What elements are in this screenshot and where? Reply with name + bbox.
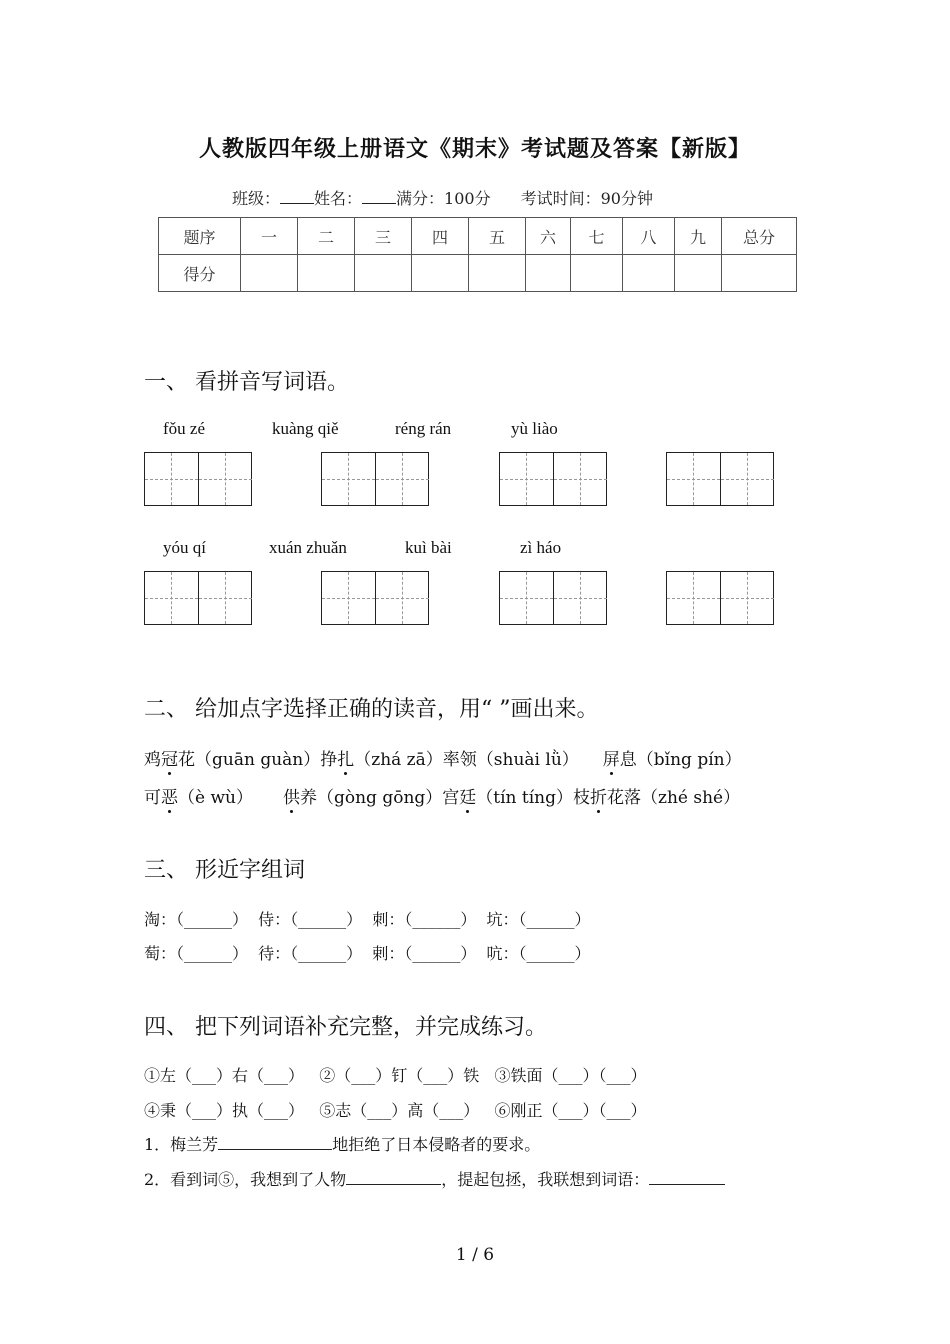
pinyin: yóu qí <box>163 538 206 557</box>
pinyin: zì háo <box>520 538 562 557</box>
header-cell: 九 <box>675 218 722 255</box>
page-number: 1 / 6 <box>455 1245 495 1265</box>
options[interactable]: （tín tíng） <box>476 788 574 808</box>
dotted-char: 冠 <box>161 750 178 770</box>
word: 挣 <box>320 750 338 770</box>
writing-grid[interactable] <box>666 571 774 625</box>
section2-heading: 二、 给加点字选择正确的读音，用“ ”画出来。 <box>144 697 599 722</box>
answer-blank[interactable] <box>218 1134 332 1150</box>
score-cell[interactable] <box>469 255 526 292</box>
question-2 <box>144 1167 725 1190</box>
reading-line-1 <box>144 745 742 770</box>
header-cell: 一 <box>241 218 298 255</box>
header-cell: 六 <box>526 218 571 255</box>
writing-grid[interactable] <box>321 571 429 625</box>
score-cell[interactable] <box>241 255 298 292</box>
writing-grid[interactable] <box>666 452 774 506</box>
options[interactable]: 养（gòng gōng） <box>299 788 443 808</box>
question-1-text: 1．梅兰芳 <box>144 1135 219 1154</box>
options[interactable]: 率领（shuài lǜ） <box>442 750 579 770</box>
header-cell: 五 <box>469 218 526 255</box>
answer-blank[interactable] <box>346 1169 441 1185</box>
score-cell[interactable] <box>722 255 797 292</box>
dotted-char: 廷 <box>459 788 477 808</box>
name-blank[interactable] <box>362 189 396 204</box>
exam-time: 考试时间：90分钟 <box>520 189 653 208</box>
header-cell: 七 <box>571 218 623 255</box>
pinyin: yù liào <box>511 419 558 438</box>
dotted-char: 供 <box>282 788 300 808</box>
similar-chars-line-2[interactable]: 萄：（______） 待：（______） 剌：（______） 吭：（______） <box>144 944 591 963</box>
section1-heading: 一、 看拼音写词语。 <box>144 370 349 395</box>
pinyin: réng rán <box>395 419 452 438</box>
score-table-row <box>159 255 797 292</box>
score-cell[interactable] <box>355 255 412 292</box>
score-cell[interactable] <box>412 255 469 292</box>
score-cell[interactable] <box>526 255 571 292</box>
question-1 <box>144 1132 540 1155</box>
section4-heading: 四、 把下列词语补充完整，并完成练习。 <box>144 1015 547 1040</box>
pinyin: fǒu zé <box>163 419 206 438</box>
page-title: 人教版四年级上册语文《期末》考试题及答案【新版】 <box>198 136 751 162</box>
section3-heading: 三、 形近字组词 <box>144 858 305 883</box>
pinyin: kuàng qiě <box>272 419 339 438</box>
score-table-header <box>159 218 797 255</box>
answer-blank[interactable] <box>649 1169 725 1185</box>
options[interactable]: 息（bǐng pín） <box>619 750 742 770</box>
similar-chars-line-1[interactable]: 淘：（______） 侍：（______） 刺：（______） 坑：（______） <box>144 910 591 929</box>
name-label: 姓名： <box>314 189 363 208</box>
options[interactable]: 花落（zhé shé） <box>607 788 741 808</box>
writing-grid[interactable] <box>321 452 429 506</box>
writing-grid[interactable] <box>144 452 252 506</box>
class-label: 班级： <box>232 189 281 208</box>
word: 可 <box>144 788 161 808</box>
dotted-char: 折 <box>590 788 608 808</box>
score-cell[interactable] <box>675 255 722 292</box>
idiom-line-2[interactable]: ④秉（___）执（___） ⑤志（___）高（___） ⑥刚正（___）（___） <box>144 1101 647 1120</box>
class-blank[interactable] <box>280 189 314 204</box>
dotted-char: 恶 <box>161 788 178 808</box>
word: 鸡 <box>144 750 161 770</box>
word: 宫 <box>442 788 460 808</box>
header-cell: 总分 <box>722 218 797 255</box>
exam-meta <box>232 186 653 209</box>
reading-line-2 <box>144 783 740 808</box>
dotted-char: 屏 <box>602 750 620 770</box>
score-cell[interactable] <box>298 255 355 292</box>
writing-grid[interactable] <box>499 571 607 625</box>
options[interactable]: （zhá zā） <box>354 750 443 770</box>
header-cell: 四 <box>412 218 469 255</box>
writing-grid[interactable] <box>144 571 252 625</box>
header-cell: 二 <box>298 218 355 255</box>
writing-grid[interactable] <box>499 452 607 506</box>
question-1-rest: 地拒绝了日本侵略者的要求。 <box>332 1135 541 1154</box>
options[interactable]: 花（guān guàn） <box>178 750 321 770</box>
row-label: 得分 <box>159 255 241 292</box>
header-cell: 八 <box>623 218 675 255</box>
options[interactable]: （è wù） <box>178 788 253 808</box>
header-cell: 三 <box>355 218 412 255</box>
pinyin: kuì bài <box>405 538 452 557</box>
word: 枝 <box>573 788 591 808</box>
score-cell[interactable] <box>571 255 623 292</box>
full-score: 满分：100分 <box>396 189 491 208</box>
score-cell[interactable] <box>623 255 675 292</box>
score-table <box>158 217 797 292</box>
header-cell: 题序 <box>159 218 241 255</box>
dotted-char: 扎 <box>337 750 355 770</box>
question-2-text: 2．看到词⑤，我想到了人物 <box>144 1170 347 1189</box>
question-2-mid: ，提起包拯，我联想到词语： <box>441 1170 650 1189</box>
idiom-line-1[interactable]: ①左（___）右（___） ②（___）钉（___）铁 ③铁面（___）（___） <box>144 1066 647 1085</box>
pinyin: xuán zhuǎn <box>269 538 347 557</box>
